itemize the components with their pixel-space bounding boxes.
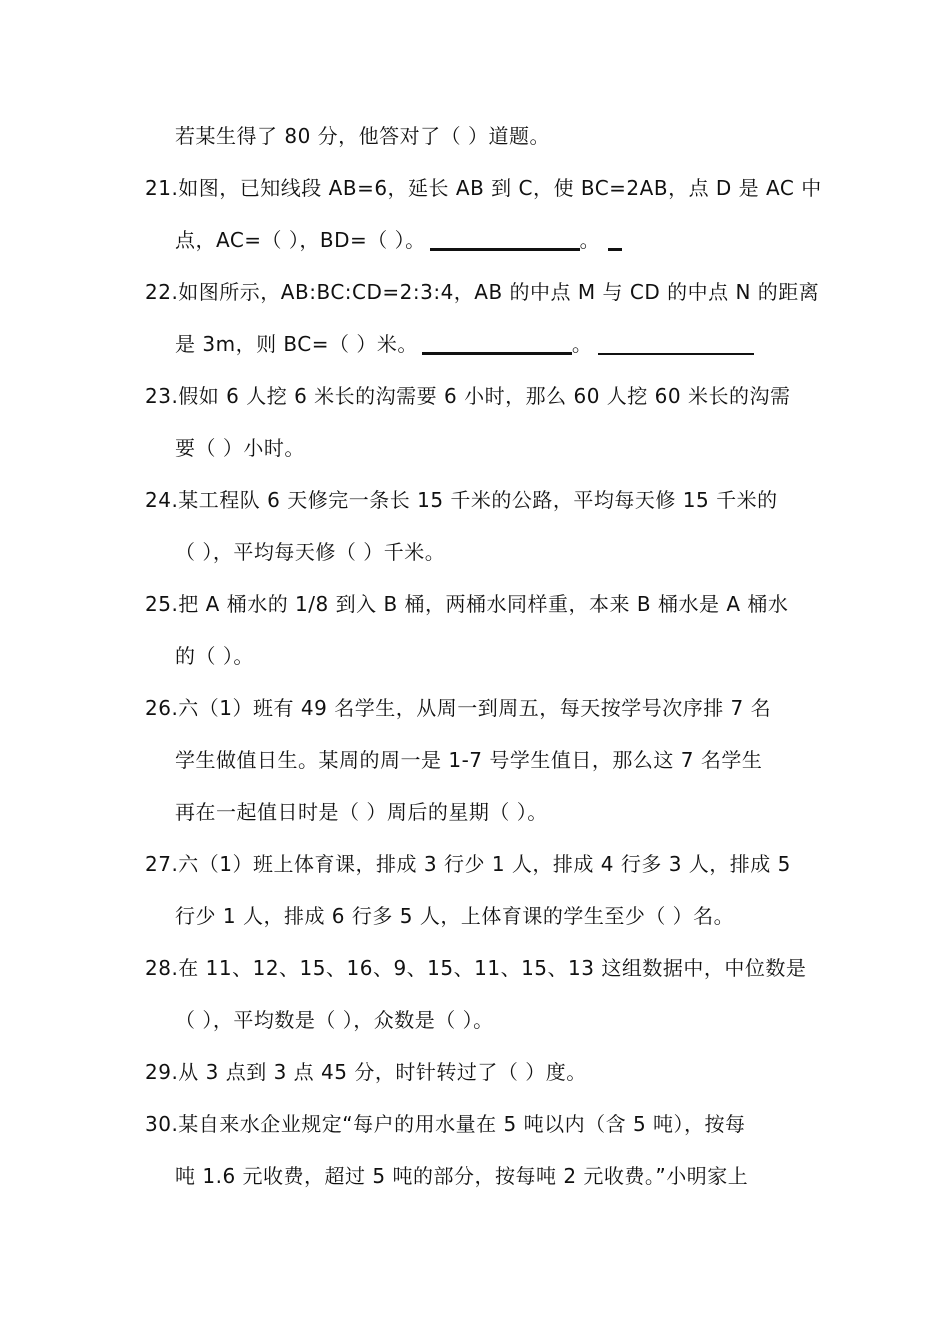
question-22-tail: 。 (571, 332, 593, 356)
answer-blank (422, 352, 572, 355)
question-28-line-1: 28.在 11、12、15、16、9、15、11、15、13 这组数据中，中位数是 (145, 956, 807, 980)
question-22-line-1: 22.如图所示，AB:BC:CD=2:3:4，AB 的中点 M 与 CD 的中点 N 的距离 (145, 280, 820, 304)
question-29-line-1: 29.从 3 点到 3 点 45 分，时针转过了（ ）度。 (145, 1060, 587, 1084)
question-24-line-2: （ ），平均每天修（ ）千米。 (175, 540, 446, 564)
answer-blank (608, 248, 622, 251)
question-25-line-1: 25.把 A 桶水的 1/8 到入 B 桶，两桶水同样重，本来 B 桶水是 A 桶水 (145, 592, 789, 616)
question-23-line-2: 要（ ）小时。 (175, 436, 305, 460)
question-28-line-2: （ ），平均数是（ ），众数是（ ）。 (175, 1008, 494, 1032)
question-27-line-2: 行少 1 人，排成 6 行多 5 人，上体育课的学生至少（ ）名。 (175, 904, 735, 928)
question-23-line-1: 23.假如 6 人挖 6 米长的沟需要 6 小时，那么 60 人挖 60 米长的沟需 (145, 384, 791, 408)
question-21-tail: 。 (579, 228, 601, 252)
question-26-line-2: 学生做值日生。某周的周一是 1-7 号学生值日，那么这 7 名学生 (175, 748, 763, 772)
question-27-line-1: 27.六（1）班上体育课，排成 3 行少 1 人，排成 4 行多 3 人，排成 5 (145, 852, 791, 876)
question-21-line-2 (175, 225, 622, 255)
text-line-q20-end: 若某生得了 80 分，他答对了（ ）道题。 (175, 124, 551, 148)
question-26-line-3: 再在一起值日时是（ ）周后的星期（ ）。 (175, 800, 548, 824)
question-21-line-1: 21.如图，已知线段 AB=6，延长 AB 到 C，使 BC=2AB，点 D 是 AC 中 (145, 176, 822, 200)
answer-blank (598, 353, 754, 355)
question-26-line-1: 26.六（1）班有 49 名学生，从周一到周五，每天按学号次序排 7 名 (145, 696, 772, 720)
question-30-line-1: 30.某自来水企业规定“每户的用水量在 5 吨以内（含 5 吨），按每 (145, 1112, 746, 1136)
question-21-text: 点，AC=（ ），BD=（ ）。 (175, 228, 426, 252)
answer-blank (430, 248, 580, 251)
question-30-line-2: 吨 1.6 元收费，超过 5 吨的部分，按每吨 2 元收费。”小明家上 (175, 1164, 749, 1188)
question-25-line-2: 的（ ）。 (175, 644, 254, 668)
question-22-text: 是 3m，则 BC=（ ）米。 (175, 332, 418, 356)
question-24-line-1: 24.某工程队 6 天修完一条长 15 千米的公路，平均每天修 15 千米的 (145, 488, 778, 512)
question-22-line-2 (175, 329, 754, 359)
